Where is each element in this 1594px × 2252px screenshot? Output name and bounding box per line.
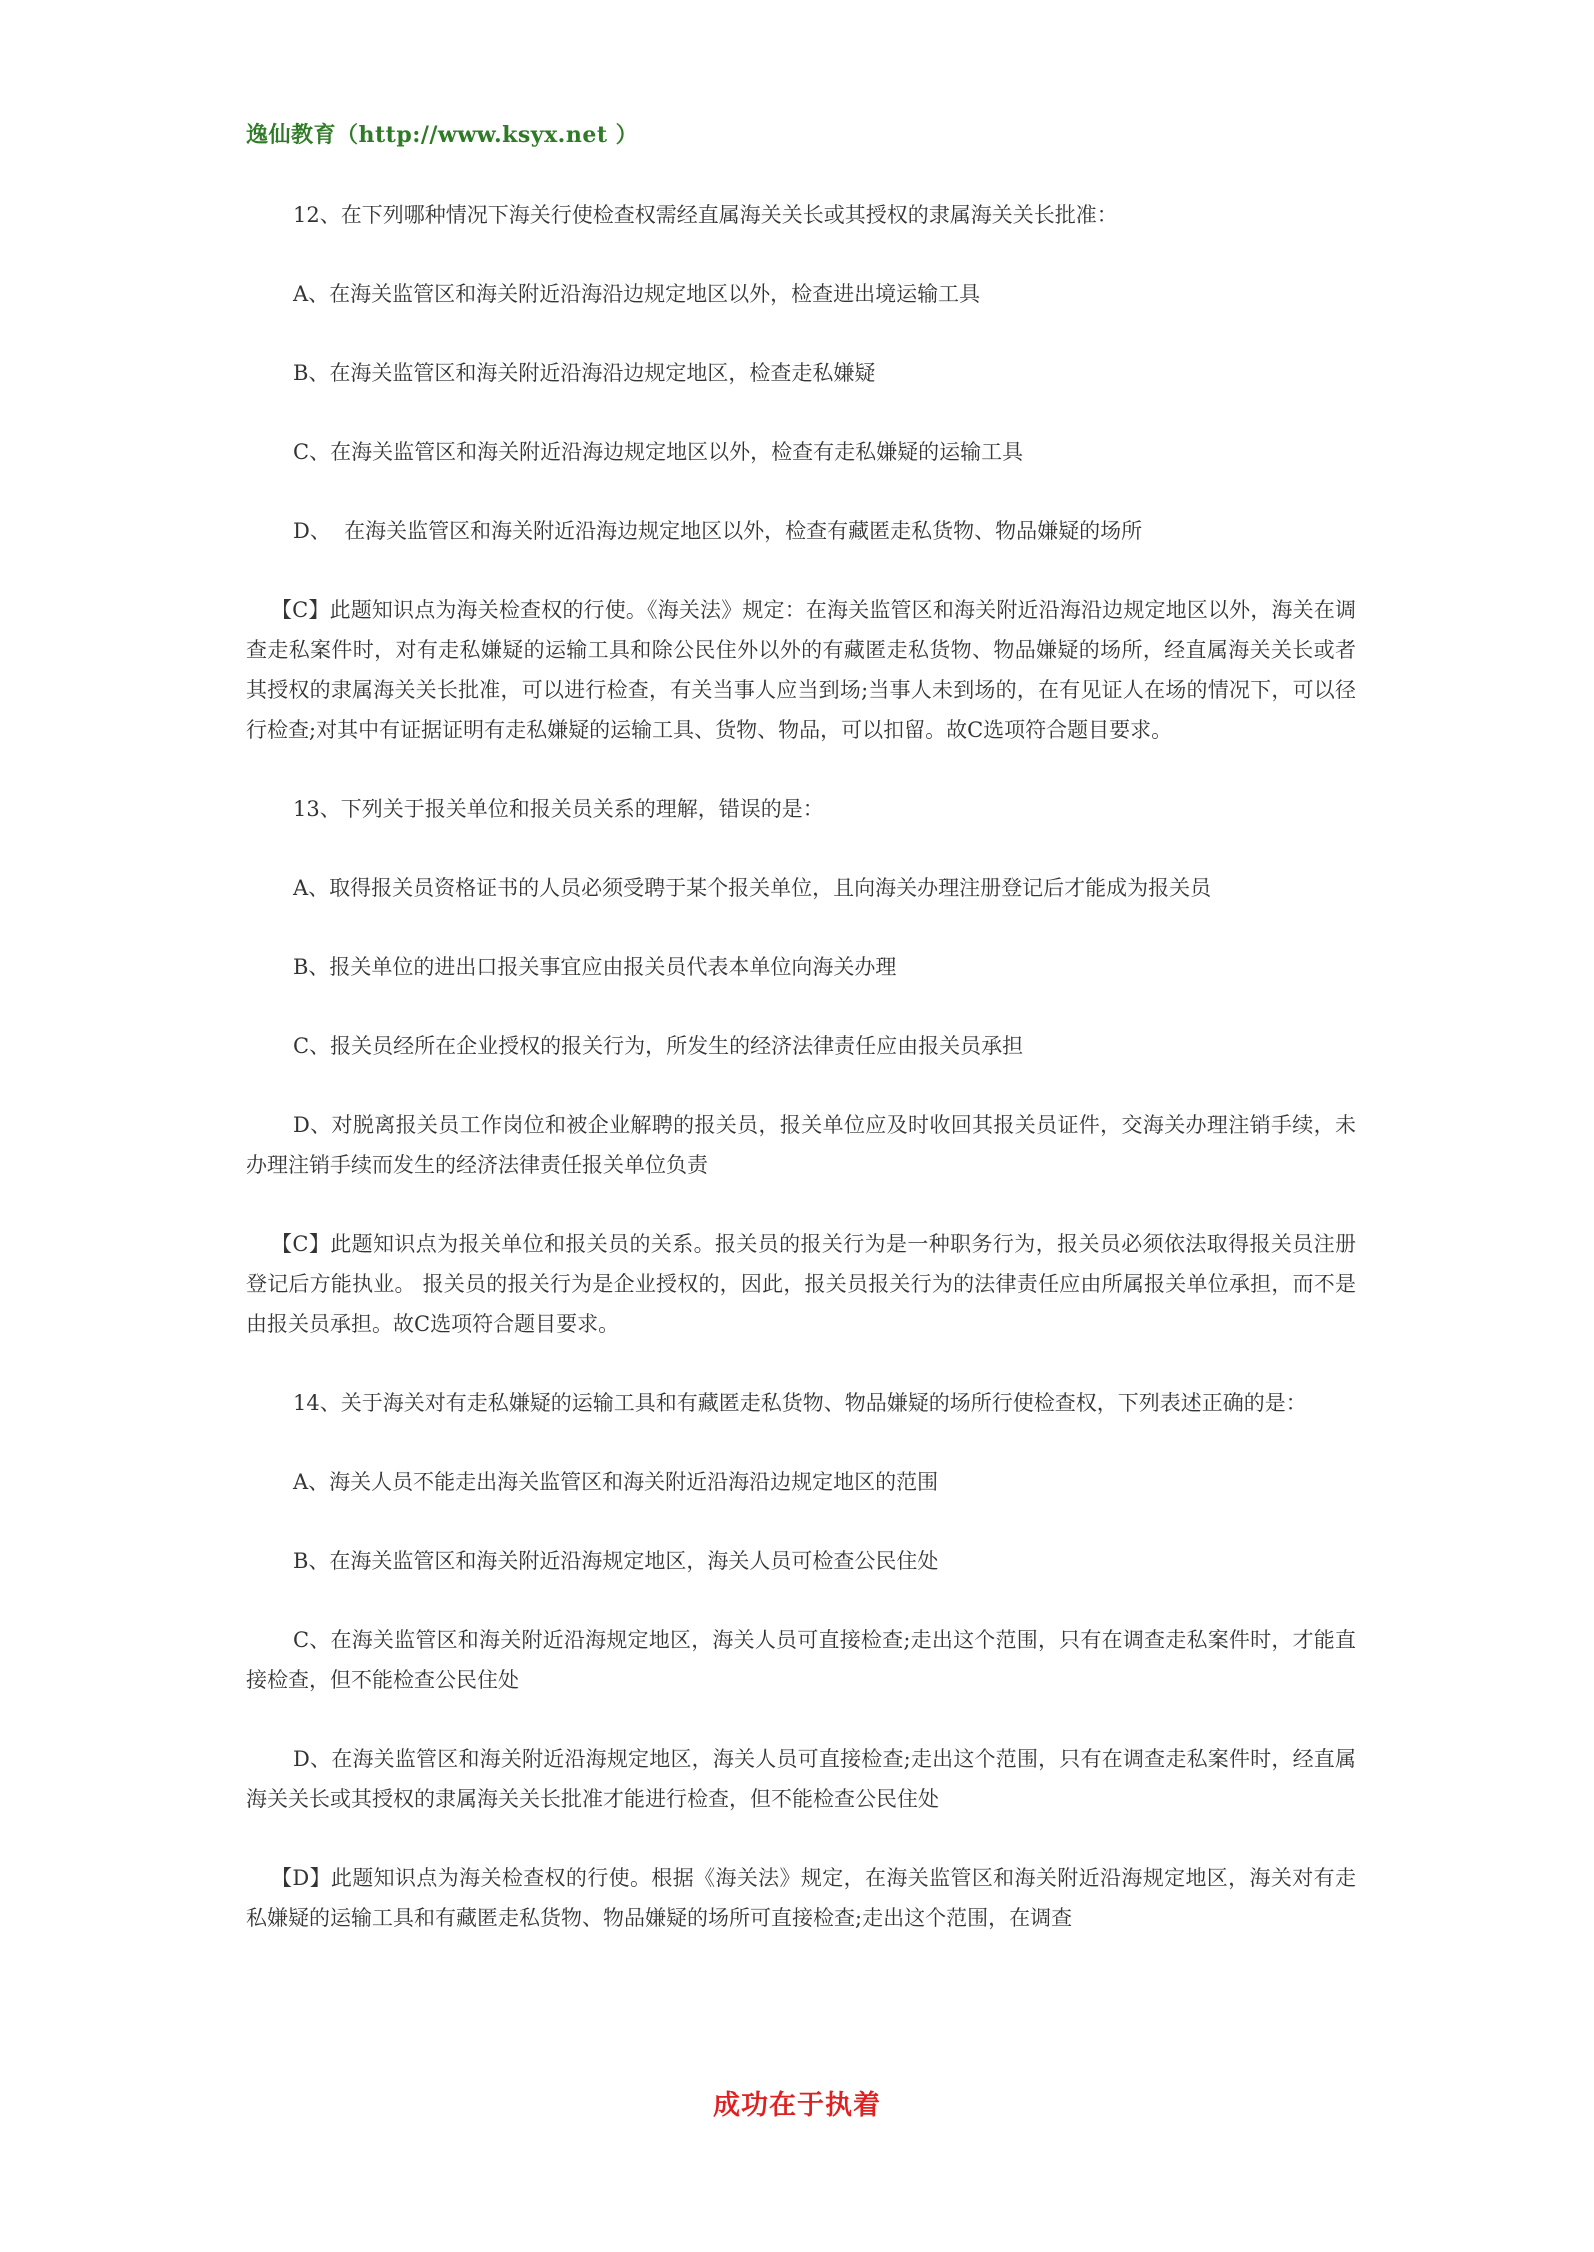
- q14-option-a: A、海关人员不能走出海关监管区和海关附近沿海沿边规定地区的范围: [293, 1470, 939, 1494]
- q12-option-b: B、在海关监管区和海关附近沿海沿边规定地区，检查走私嫌疑: [293, 361, 876, 385]
- q14-option-c: C、在海关监管区和海关附近沿海规定地区，海关人员可直接检查;走出这个范围，只有在调查走私案件时，才能直接检查，但不能检查公民住处: [246, 1628, 1356, 1692]
- q14-answer-explanation: 【D】此题知识点为海关检查权的行使。根据《海关法》规定，在海关监管区和海关附近沿海规定地区，海关对有走私嫌疑的运输工具和有藏匿走私货物、物品嫌疑的场所可直接检查;走出这个范围，在调查: [246, 1866, 1356, 1930]
- q13-option-b: B、报关单位的进出口报关事宜应由报关员代表本单位向海关办理: [293, 955, 897, 979]
- q13-option-c: C、报关员经所在企业授权的报关行为，所发生的经济法律责任应由报关员承担: [293, 1034, 1024, 1058]
- question-13: 13、下列关于报关单位和报关员关系的理解，错误的是：: [293, 797, 824, 821]
- question-14: 14、关于海关对有走私嫌疑的运输工具和有藏匿走私货物、物品嫌疑的场所行使检查权，下列表述正确的是：: [293, 1391, 1307, 1415]
- q13-option-d: D、对脱离报关员工作岗位和被企业解聘的报关员，报关单位应及时收回其报关员证件，交海关办理注销手续，未办理注销手续而发生的经济法律责任报关单位负责: [246, 1113, 1356, 1177]
- q13-option-a: A、取得报关员资格证书的人员必须受聘于某个报关单位，且向海关办理注册登记后才能成为报关员: [293, 876, 1212, 900]
- footer-slogan: 成功在于执着: [713, 2090, 881, 2121]
- q13-answer-explanation: 【C】此题知识点为报关单位和报关员的关系。报关员的报关行为是一种职务行为，报关员必须依法取得报关员注册登记后方能执业。 报关员的报关行为是企业授权的，因此，报关员报关行为的法律责任应由所属报关单位承担，而不是由报关员承担。故C选项符合题目要求。: [246, 1232, 1356, 1336]
- q12-option-a: A、在海关监管区和海关附近沿海沿边规定地区以外，检查进出境运输工具: [293, 282, 981, 306]
- q12-option-c: C、在海关监管区和海关附近沿海边规定地区以外，检查有走私嫌疑的运输工具: [293, 440, 1024, 464]
- question-12: 12、在下列哪种情况下海关行使检查权需经直属海关关长或其授权的隶属海关关长批准：: [293, 203, 1118, 227]
- q12-answer-explanation: 【C】此题知识点为海关检查权的行使。《海关法》规定：在海关监管区和海关附近沿海沿边规定地区以外，海关在调查走私案件时，对有走私嫌疑的运输工具和除公民住外以外的有藏匿走私货物、物品嫌疑的场所，经直属海关关长或者其授权的隶属海关关长批准，可以进行检查，有关当事人应当到场;当事人未到场的，在有见证人在场的情况下，可以径行检查;对其中有证据证明有走私嫌疑的运输工具、货物、物品，可以扣留。故C选项符合题目要求。: [246, 598, 1356, 742]
- q14-option-b: B、在海关监管区和海关附近沿海规定地区，海关人员可检查公民住处: [293, 1549, 939, 1573]
- q12-option-d: D、 在海关监管区和海关附近沿海边规定地区以外，检查有藏匿走私货物、物品嫌疑的场所: [293, 519, 1143, 543]
- header-brand: 逸仙教育（http://www.ksyx.net ）: [246, 122, 639, 148]
- document-body: [246, 195, 1356, 1977]
- q14-option-d: D、在海关监管区和海关附近沿海规定地区，海关人员可直接检查;走出这个范围，只有在调查走私案件时，经直属海关关长或其授权的隶属海关关长批准才能进行检查，但不能检查公民住处: [246, 1747, 1356, 1811]
